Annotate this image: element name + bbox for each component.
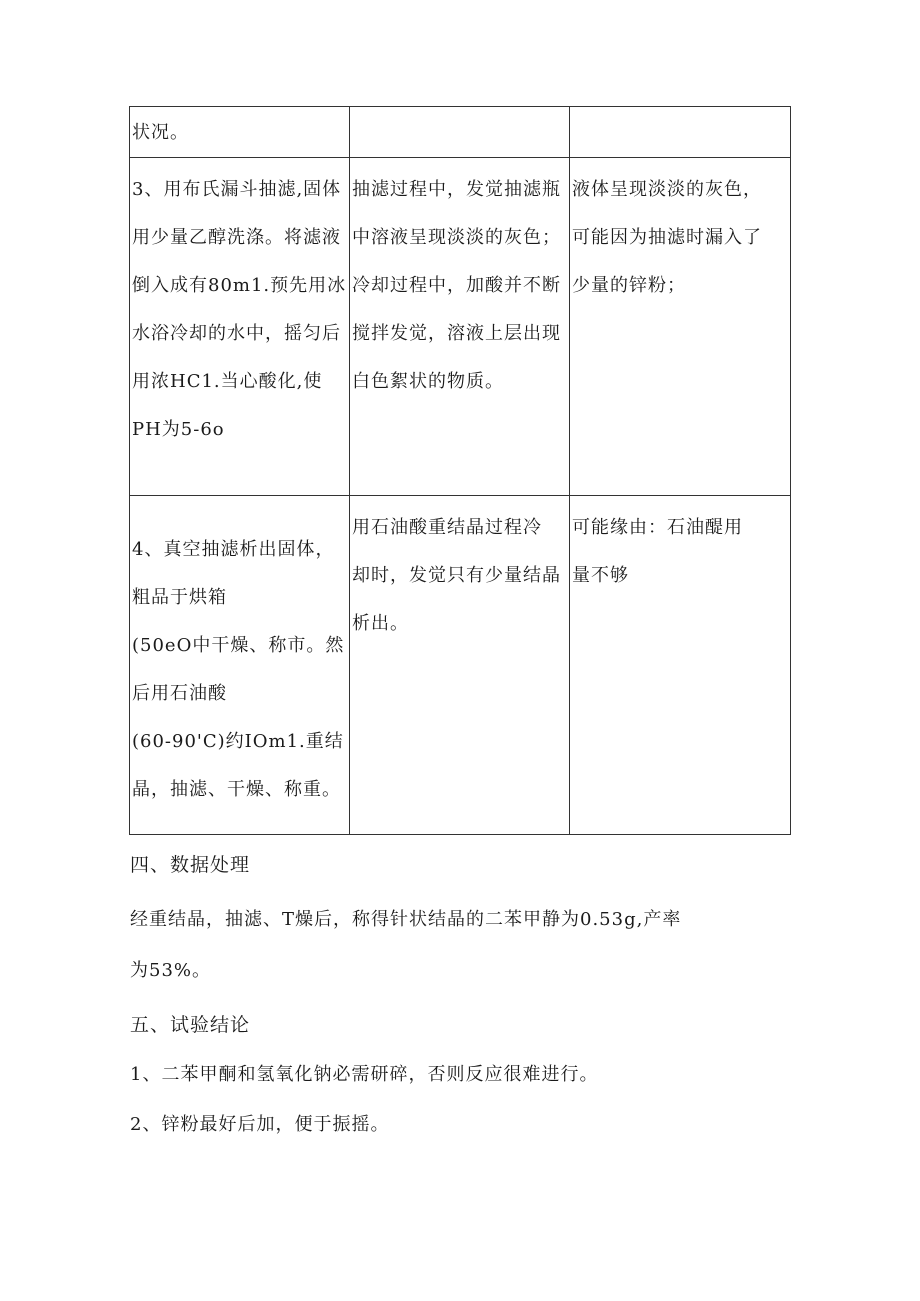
- cell-text: 4、真空抽滤析出固体， 粗品于烘箱 (50eO中干燥、称市。然 后用石油酸 (60-90'C)约IOm1.重结 晶，抽滤、干燥、称重。: [132, 539, 345, 800]
- cell-text: 状况。: [132, 122, 189, 143]
- table-cell: [350, 496, 570, 835]
- conclusion-item: 1、二苯甲酮和氢氧化钠必需研碎，否则反应很难进行。: [130, 1064, 599, 1085]
- cell-text: [352, 107, 567, 109]
- table-cell: [570, 158, 791, 496]
- table-row: [130, 107, 791, 158]
- table-cell: [130, 107, 350, 158]
- table-cell: [350, 107, 570, 158]
- cell-text: 可能缘由：石油醍用 量不够: [572, 517, 743, 586]
- section-title-conclusion: 五、试验结论: [130, 1014, 251, 1036]
- paragraph-line: 经重结晶，抽滤、T燥后，称得针状结晶的二苯甲静为0.53g,产率: [130, 909, 682, 930]
- table-row: [130, 496, 791, 835]
- cell-text: 抽滤过程中，发觉抽滤瓶 中溶液呈现淡淡的灰色； 冷却过程中，加酸并不断 搅拌发觉，溶液上层出现 白色絮状的物质。: [352, 179, 561, 392]
- table-cell: [570, 496, 791, 835]
- table-cell: [570, 107, 791, 158]
- table-cell: [350, 158, 570, 496]
- experiment-table: [129, 106, 791, 835]
- paragraph-line: 为53%。: [130, 960, 212, 981]
- cell-text: [572, 107, 788, 109]
- table-row: [130, 158, 791, 496]
- cell-text: 3、用布氏漏斗抽滤,固体 用少量乙醇洗涤。将滤液 倒入成有80m1.预先用冰 水浴冷却的水中，摇匀后 用浓HC1.当心酸化,使 PH为5-6o: [132, 179, 347, 440]
- section-title-data-processing: 四、数据处理: [130, 854, 251, 876]
- cell-text: 用石油酸重结晶过程冷 却时，发觉只有少量结晶 析出。: [352, 517, 561, 634]
- table-cell: [130, 496, 350, 835]
- cell-text: 液体呈现淡淡的灰色， 可能因为抽滤时漏入了 少量的锌粉；: [572, 179, 762, 296]
- conclusion-item: 2、锌粉最好后加，便于振摇。: [130, 1114, 390, 1135]
- table-cell: [130, 158, 350, 496]
